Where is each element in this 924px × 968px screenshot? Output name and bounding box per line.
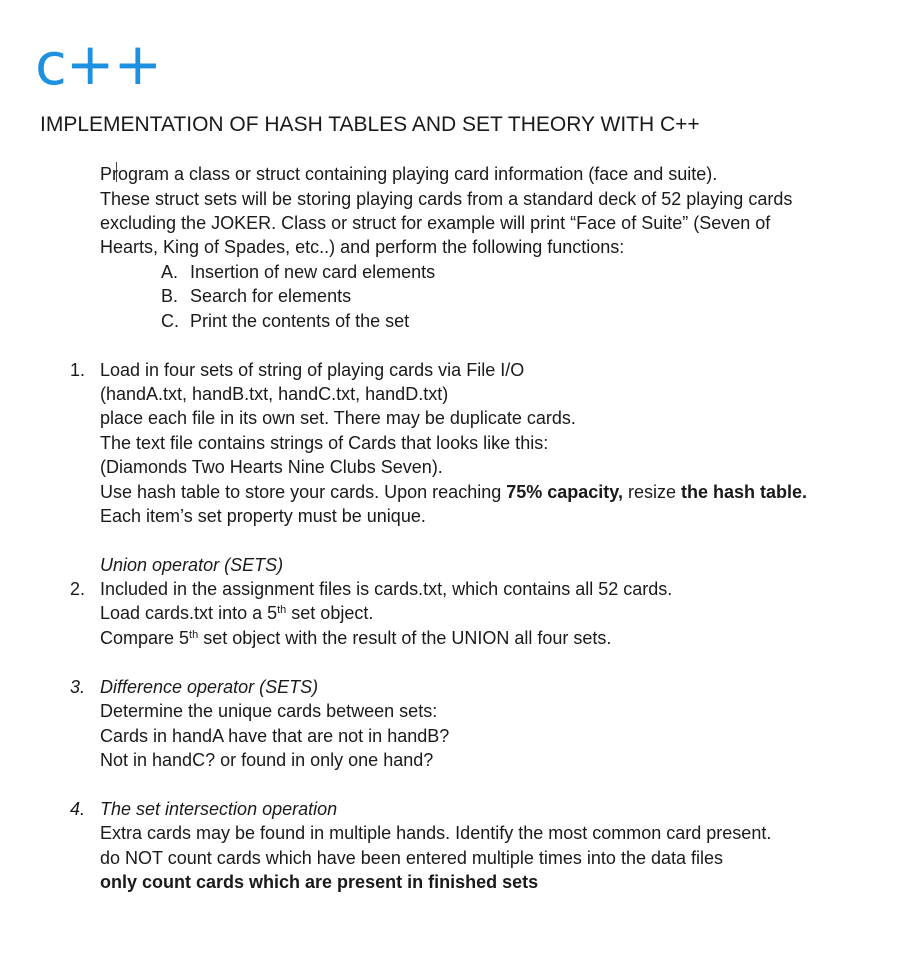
list-item: Print the contents of the set [190, 311, 410, 331]
superscript: th [189, 629, 199, 641]
intro-line: Hearts, King of Spades, etc..) and perform the following functions: [100, 237, 625, 257]
item1-line: Load in four sets of string of playing cards via File I/O [100, 360, 525, 380]
item4-line: Extra cards may be found in multiple hands. Identify the most common card present. [100, 823, 772, 843]
item1-line: place each file in its own set. There may be duplicate cards. [100, 408, 576, 428]
text: Compare 5 [100, 628, 190, 648]
cpp-logo: c++ [35, 30, 162, 98]
item1-line: (Diamonds Two Hearts Nine Clubs Seven). [100, 457, 443, 477]
resize-text: resize [622, 482, 682, 502]
text: set object. [286, 603, 374, 623]
item3-line: Cards in handA have that are not in handB? [100, 726, 450, 746]
hash-table-text: the hash table. [681, 482, 808, 502]
item1-line: The text file contains strings of Cards that looks like this: [100, 433, 549, 453]
item3-line: Not in handC? or found in only one hand? [100, 750, 434, 770]
text: Load cards.txt into a 5 [100, 603, 278, 623]
hash-text: Use hash table to store your cards. Upon reaching [100, 482, 507, 502]
list-marker: A. [161, 262, 179, 282]
item4-heading: The set intersection operation [100, 799, 338, 819]
item-number: 1. [70, 360, 86, 380]
capacity-text: 75% capacity, [506, 482, 623, 502]
item-number: 4. [70, 799, 86, 819]
page-title: IMPLEMENTATION OF HASH TABLES AND SET THEORY WITH C++ [40, 113, 700, 136]
intro-line: These struct sets will be storing playing cards from a standard deck of 52 playing cards [100, 189, 793, 209]
item1-hash-line [100, 480, 807, 504]
item-number: 3. [70, 677, 86, 697]
item-number: 2. [70, 579, 86, 599]
item2-line [100, 626, 611, 650]
item3-line: Determine the unique cards between sets: [100, 701, 438, 721]
item4-bold-line: only count cards which are present in finished sets [100, 872, 539, 892]
list-item: Search for elements [190, 286, 352, 306]
item2-heading: Union operator (SETS) [100, 555, 284, 575]
item2-line: Included in the assignment files is cards.txt, which contains all 52 cards. [100, 579, 673, 599]
intro-line: excluding the JOKER. Class or struct for example will print “Face of Suite” (Seven of [100, 213, 771, 233]
list-marker: B. [161, 286, 179, 306]
item1-line: (handA.txt, handB.txt, handC.txt, handD.txt) [100, 384, 449, 404]
intro-line: Program a class or struct containing playing card information (face and suite). [100, 164, 718, 184]
item2-line [100, 601, 373, 625]
list-item: Insertion of new card elements [190, 262, 436, 282]
item1-line: Each item’s set property must be unique. [100, 506, 426, 526]
list-marker: C. [161, 311, 179, 331]
item3-heading: Difference operator (SETS) [100, 677, 319, 697]
text: set object with the result of the UNION all four sets. [198, 628, 612, 648]
item4-line: do NOT count cards which have been entered multiple times into the data files [100, 848, 724, 868]
superscript: th [277, 604, 287, 616]
